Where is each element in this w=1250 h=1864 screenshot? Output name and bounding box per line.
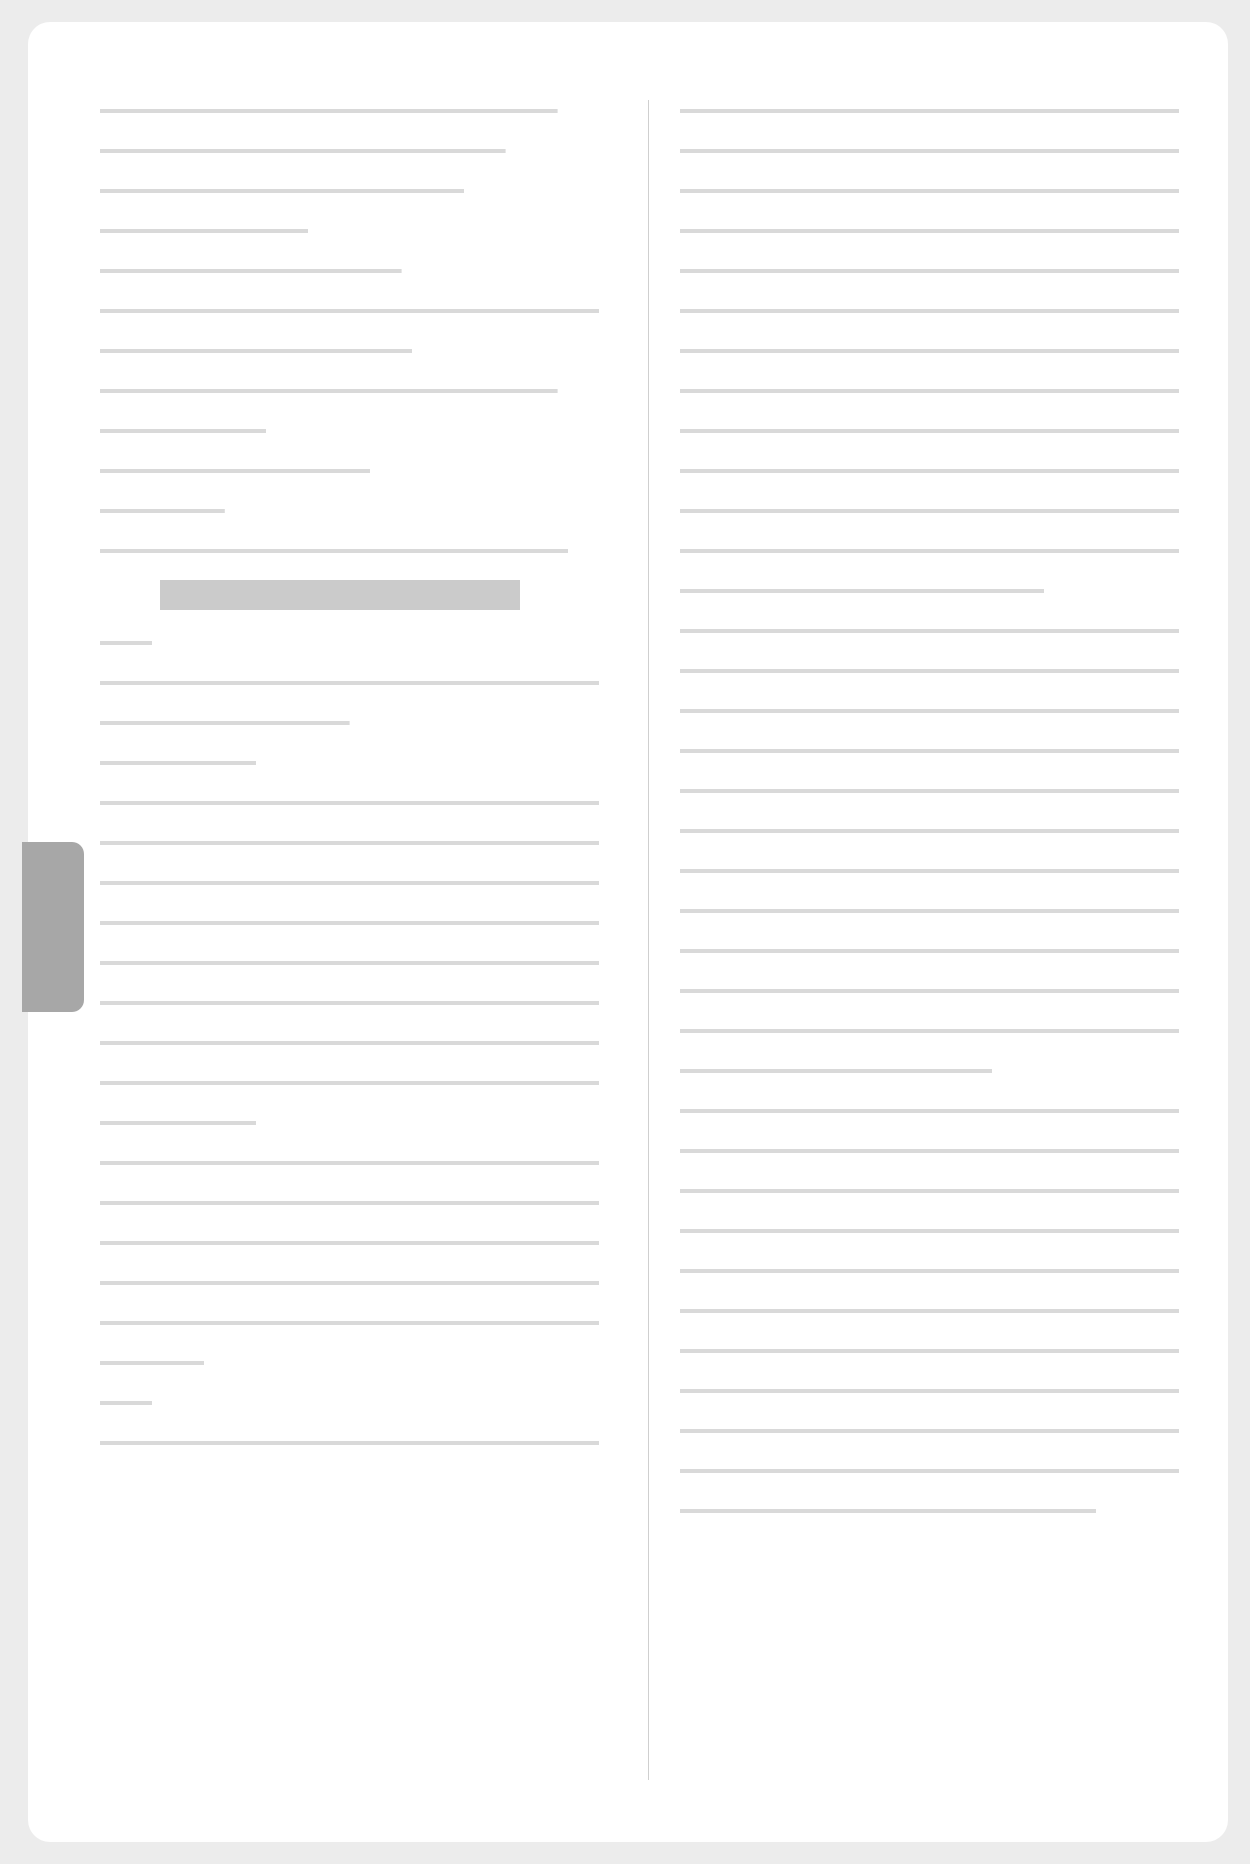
text-line — [680, 380, 1200, 402]
text-line — [100, 380, 620, 402]
text-line — [680, 1380, 1200, 1402]
left-column — [100, 100, 620, 1472]
text-line — [100, 872, 620, 894]
text-line — [680, 620, 1200, 642]
text-line — [680, 660, 1200, 682]
text-line — [680, 1500, 1200, 1522]
text-line — [100, 952, 620, 974]
text-line — [100, 180, 620, 202]
text-line — [100, 912, 620, 934]
text-line — [100, 340, 620, 362]
text-line — [680, 460, 1200, 482]
text-line — [680, 900, 1200, 922]
text-line — [680, 740, 1200, 762]
text-line — [100, 500, 620, 522]
right-column — [680, 100, 1200, 1540]
text-line — [680, 420, 1200, 442]
chapter-tab — [22, 842, 84, 1012]
text-line — [100, 1272, 620, 1294]
text-line — [100, 1232, 620, 1254]
text-line — [680, 1220, 1200, 1242]
text-line — [680, 1140, 1200, 1162]
text-line — [100, 1352, 620, 1374]
text-line — [680, 260, 1200, 282]
text-line — [680, 980, 1200, 1002]
text-line — [680, 140, 1200, 162]
text-line — [680, 1100, 1200, 1122]
text-line — [680, 780, 1200, 802]
text-line — [680, 1020, 1200, 1042]
text-line — [680, 1300, 1200, 1322]
text-line — [680, 1060, 1200, 1082]
text-line — [100, 100, 620, 122]
text-line — [100, 672, 620, 694]
text-line — [680, 1180, 1200, 1202]
text-line — [680, 1420, 1200, 1442]
text-line — [680, 100, 1200, 122]
text-line — [680, 500, 1200, 522]
text-line — [680, 180, 1200, 202]
text-line — [680, 940, 1200, 962]
section-title — [160, 580, 520, 610]
text-line — [100, 992, 620, 1014]
text-line — [100, 1312, 620, 1334]
text-line — [680, 860, 1200, 882]
column-divider — [648, 100, 649, 1780]
running-header — [100, 56, 660, 86]
text-line — [100, 1152, 620, 1174]
page-number — [112, 1772, 152, 1802]
text-line — [680, 220, 1200, 242]
text-line — [100, 1032, 620, 1054]
text-line — [680, 700, 1200, 722]
text-line — [100, 300, 620, 322]
text-line — [100, 1072, 620, 1094]
text-line — [680, 820, 1200, 842]
text-line — [680, 540, 1200, 562]
text-line — [100, 1392, 620, 1414]
text-line — [100, 792, 620, 814]
text-line — [100, 420, 620, 442]
text-line — [680, 580, 1200, 602]
text-line — [680, 1340, 1200, 1362]
text-line — [100, 832, 620, 854]
text-line — [100, 632, 620, 654]
text-line — [100, 460, 620, 482]
text-line — [100, 260, 620, 282]
text-line — [100, 712, 620, 734]
text-line — [100, 140, 620, 162]
text-line — [100, 752, 620, 774]
text-line — [100, 1432, 620, 1454]
text-line — [680, 340, 1200, 362]
text-line — [680, 1460, 1200, 1482]
text-line — [100, 1112, 620, 1134]
text-line — [680, 1260, 1200, 1282]
text-line — [100, 540, 620, 562]
text-line — [100, 220, 620, 242]
text-line — [680, 300, 1200, 322]
text-line — [100, 1192, 620, 1214]
